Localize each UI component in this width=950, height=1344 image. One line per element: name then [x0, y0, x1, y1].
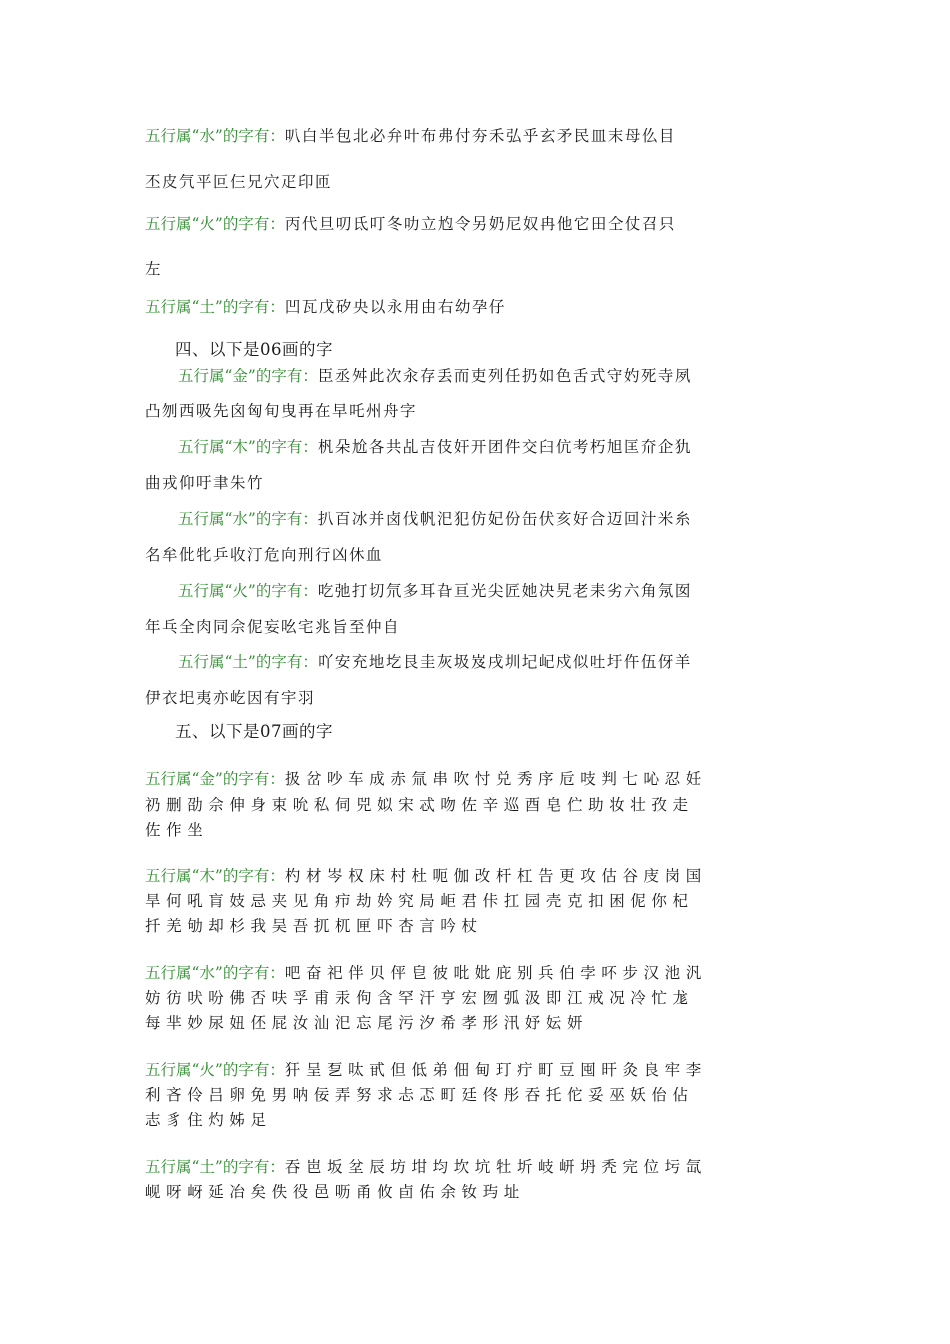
s5-metal-line-1 — [145, 769, 815, 789]
s4-earth-line-1 — [178, 652, 815, 672]
chars: 丙代旦叨氐叮冬叻立尥令另奶尼奴冉他它田仝仗召只 — [284, 215, 676, 233]
chars: 犴呈乭呔甙但低弟佃甸玎疔町豆囤旰灸良牢李 — [284, 1061, 707, 1079]
chars: 妨彷吠吩佛否呋孚甫汞佝含罕汗亨宏囫弧汲即江戒况冷忙尨 — [145, 989, 694, 1007]
label-fire: 五行属“火”的字有： — [145, 215, 285, 233]
s5-fire-line-3 — [145, 1110, 815, 1130]
s5-water-line-3 — [145, 1013, 815, 1033]
label-water: 五行属“水”的字有： — [145, 964, 285, 982]
chars: 臣丞舛此次汆存丢而吏列任扔如色舌式守妁死寺夙 — [317, 367, 692, 385]
chars: 吃弛打切氘多耳旮亘光尖匠她决旯老耒劣六角氖囡 — [317, 582, 692, 600]
s4-water-line-1 — [178, 509, 815, 529]
chars: 杋朵尬各共乩吉伎奸开团件交臼伉考朽旭匡夼企犰 — [317, 438, 692, 456]
chars: 扱岔吵车成赤氚串吹忖兑秀序卮吱判七吣忍妊 — [284, 770, 707, 788]
label-fire: 五行属“火”的字有： — [145, 1061, 285, 1079]
label-earth: 五行属“土”的字有： — [145, 1158, 285, 1176]
chars: 曲戎仰吁聿朱竹 — [145, 474, 265, 492]
section4-heading: 四、以下是06画的字 — [175, 340, 333, 359]
label-earth: 五行属“土”的字有： — [145, 298, 285, 316]
chars: 名牟仳牝乒收汀危向刑行凶休血 — [145, 546, 384, 564]
label-metal: 五行属“金”的字有： — [145, 770, 285, 788]
s3-earth-line-1 — [145, 297, 815, 317]
s4-fire-line-2 — [145, 617, 815, 637]
chars: 吞岜坂坌辰坊坩均坎坑牡圻岐岍坍秃完位圬氙 — [284, 1158, 707, 1176]
chars: 叭白半包北必弁叶布弗付夯禾弘乎玄矛民皿末母仫目 — [284, 127, 676, 145]
label-wood: 五行属“木”的字有： — [178, 438, 318, 456]
chars: 凸刎西吸先囟匈旬曳再在早吒州舟字 — [145, 402, 418, 420]
s5-water-line-1 — [145, 963, 815, 983]
chars: 岘呀岈延冶矣佚役邑呖甬攸卣佑余钕玙址 — [145, 1183, 525, 1201]
s3-fire-line-2 — [145, 259, 815, 279]
chars: 扦羌劬却杉我吴吾扤杌匣吓杏言吟杖 — [145, 917, 483, 935]
chars: 杓材岑权床村杜呃伽改杆杠告更攻估谷庋岗国 — [284, 867, 707, 885]
s5-metal-line-2 — [145, 795, 815, 815]
label-water: 五行属“水”的字有： — [145, 127, 285, 145]
s4-earth-line-2 — [145, 688, 815, 708]
chars: 伊衣圯夷亦屹因有宇羽 — [145, 689, 316, 707]
label-water: 五行属“水”的字有： — [178, 510, 318, 528]
s3-water-line-2 — [145, 172, 815, 192]
chars: 佐作坐 — [145, 821, 209, 839]
s5-earth-line-2 — [145, 1182, 815, 1202]
s5-fire-line-1 — [145, 1060, 815, 1080]
chars: 吖安充地圪艮圭灰圾岌戌圳圮屺戍似吐圩仵伍伢羊 — [317, 653, 692, 671]
s5-wood-line-3 — [145, 916, 815, 936]
label-earth: 五行属“土”的字有： — [178, 653, 318, 671]
s5-water-line-2 — [145, 988, 815, 1008]
s3-fire-line-1 — [145, 214, 815, 234]
s4-metal-line-1 — [178, 366, 815, 386]
s4-metal-line-2 — [145, 401, 815, 421]
chars: 吧奋祀伴贝伻皀彼吡妣庇别兵伯孛吥步汉池汎 — [284, 964, 707, 982]
chars: 旱何吼肓妓忌夹见角疖劫妗究局岠君佧扛园壳克扣困伲你杞 — [145, 892, 694, 910]
s5-metal-line-3 — [145, 820, 815, 840]
chars: 丕皮氕平叵仨兄穴疋印匝 — [145, 173, 333, 191]
chars: 礽删劭佘伸身束吮私伺兕姒宋忒吻佐辛巡酉皂伫助妆壮孜走 — [145, 796, 694, 814]
s4-fire-line-1 — [178, 581, 815, 601]
chars: 左 — [145, 260, 163, 278]
chars: 利吝伶吕卵免男呐佞弄努求忐忑町廷佟彤吞托佗妥巫妖佁佔 — [145, 1086, 694, 1104]
s5-wood-line-2 — [145, 891, 815, 911]
s4-wood-line-1 — [178, 437, 815, 457]
label-wood: 五行属“木”的字有： — [145, 867, 285, 885]
section5-heading: 五、以下是07画的字 — [175, 722, 333, 741]
s5-earth-line-1 — [145, 1157, 815, 1177]
chars: 年乓全肉同佘伲妄吆宅兆旨至仲自 — [145, 618, 401, 636]
chars: 凹瓦戊矽央以永用由右幼孕仔 — [284, 298, 506, 316]
chars: 志豸住灼姊足 — [145, 1111, 272, 1129]
chars: 扒百冰并卤伐帆汜犯仿妃份缶伏亥好合迈回汁米糸 — [317, 510, 692, 528]
label-fire: 五行属“火”的字有： — [178, 582, 318, 600]
s3-water-line-1 — [145, 126, 815, 146]
s5-wood-line-1 — [145, 866, 815, 886]
s5-fire-line-2 — [145, 1085, 815, 1105]
chars: 每芈妙尿妞伾屁汝汕汜忘尾污汐希孝形汛妤妘妍 — [145, 1014, 589, 1032]
label-metal: 五行属“金”的字有： — [178, 367, 318, 385]
s4-wood-line-2 — [145, 473, 815, 493]
s4-water-line-2 — [145, 545, 815, 565]
